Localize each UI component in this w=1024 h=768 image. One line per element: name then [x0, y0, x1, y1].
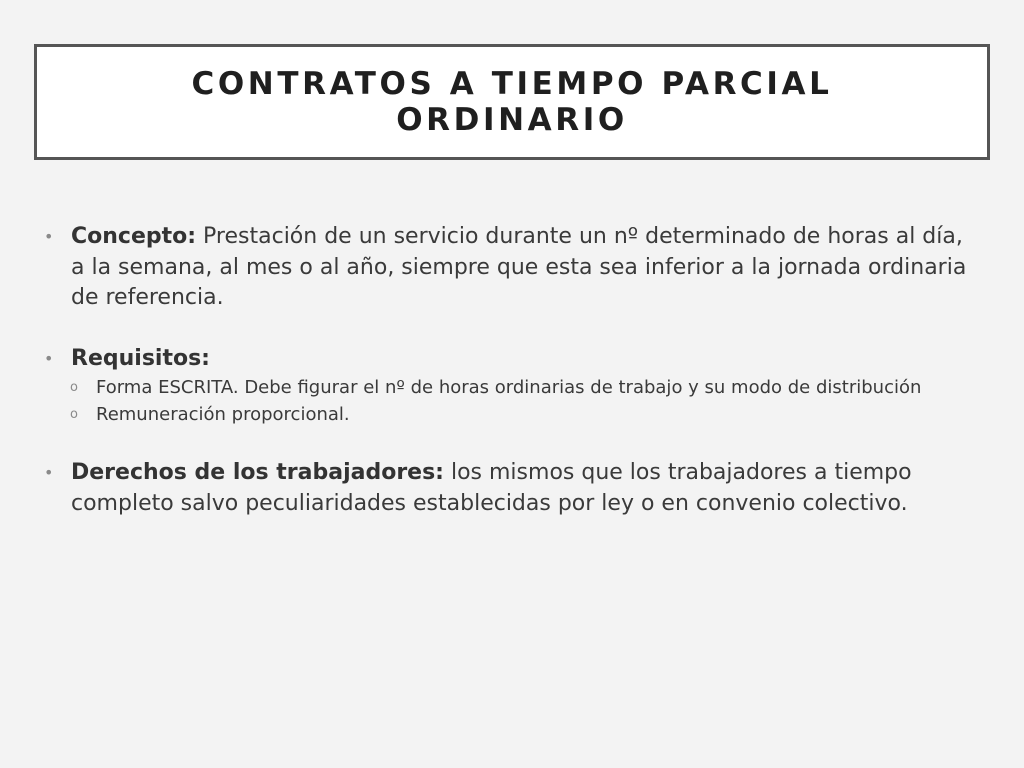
sub-bullet-icon: o	[70, 407, 78, 422]
bullet-derechos-label: Derechos de los trabajadores:	[71, 460, 444, 485]
bullet-concepto	[44, 222, 974, 314]
sub-bullet-forma-escrita	[44, 374, 974, 401]
bullet-requisitos	[44, 344, 974, 375]
slide-title-box	[34, 44, 990, 160]
sub-bullet-icon: o	[70, 380, 78, 395]
bullet-icon: •	[44, 463, 54, 482]
slide-title-line-2: ORDINARIO	[396, 102, 628, 138]
bullet-derechos	[44, 458, 974, 519]
bullet-concepto-text: Prestación de un servicio durante un nº determinado de horas al día, a la semana, al mes o al año, siempre que esta sea inferior a la jornada ordinaria de referencia.	[71, 224, 967, 310]
slide-content	[44, 222, 974, 519]
bullet-requisitos-label: Requisitos:	[71, 345, 210, 371]
bullet-icon: •	[44, 227, 54, 246]
sub-bullet-text: Forma ESCRITA. Debe figurar el nº de horas ordinarias de trabajo y su modo de distribución	[96, 377, 922, 398]
bullet-derechos-text: los mismos que los trabajadores a tiempo completo salvo peculiaridades establecidas por ley o en convenio colectivo.	[71, 460, 912, 516]
bullet-concepto-label: Concepto:	[71, 224, 197, 249]
sub-bullet-remuneracion	[44, 401, 974, 428]
sub-bullet-text: Remuneración proporcional.	[96, 404, 350, 425]
slide-title-line-1: CONTRATOS A TIEMPO PARCIAL	[191, 66, 833, 102]
bullet-icon: •	[44, 348, 54, 368]
